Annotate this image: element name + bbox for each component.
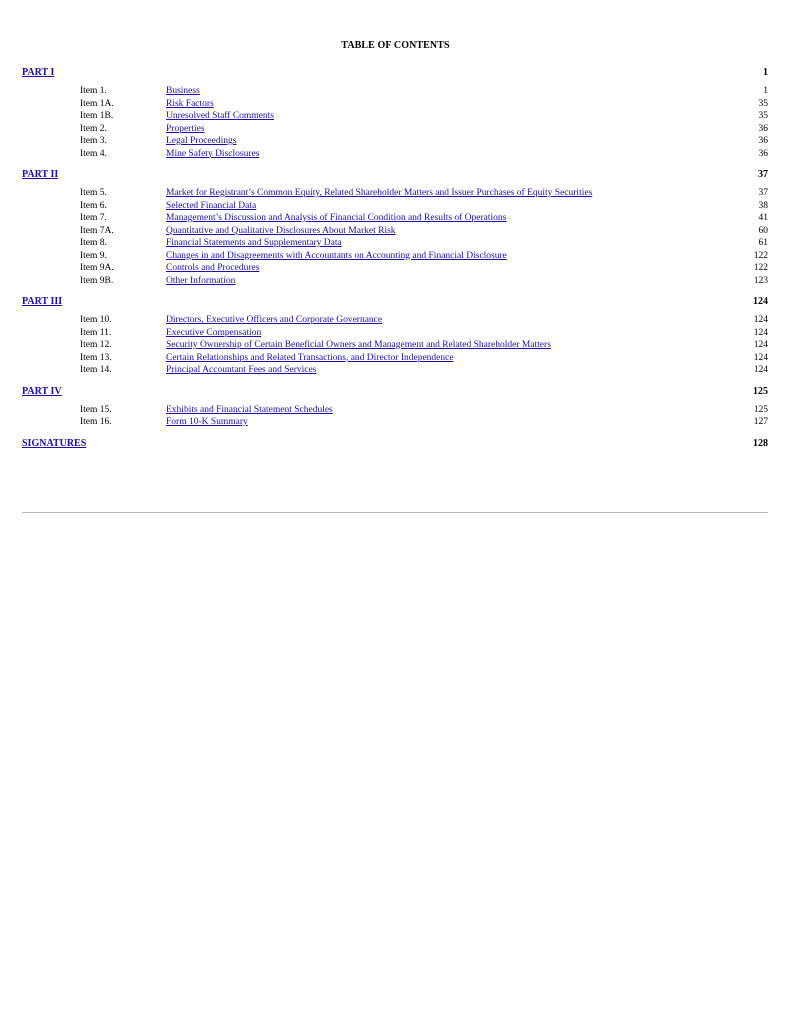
item-page-number: 122	[753, 250, 768, 261]
item-number: Item 2.	[80, 123, 107, 134]
item-title-link[interactable]: Directors, Executive Officers and Corporate Governance	[166, 315, 383, 325]
signatures-row	[22, 435, 768, 452]
item-page-number: 1	[763, 86, 768, 96]
item-title-link[interactable]: Form 10-K Summary	[166, 417, 248, 427]
item-page-number: 124	[753, 315, 768, 325]
item-number: Item 8.	[80, 238, 107, 248]
item-number: Item 16.	[80, 417, 112, 427]
toc-item-row	[22, 364, 768, 377]
item-number: Item 15.	[80, 404, 112, 415]
item-page-number: 124	[753, 365, 768, 375]
part-link[interactable]: PART III	[22, 296, 63, 307]
toc-item-row	[22, 314, 768, 327]
item-title-link[interactable]: Executive Compensation	[166, 327, 262, 338]
item-title-link[interactable]: Risk Factors	[166, 98, 214, 109]
toc-item-row	[22, 404, 768, 417]
item-page-number: 124	[753, 340, 768, 350]
item-number: Item 10.	[80, 315, 112, 325]
toc-item-row	[22, 98, 768, 111]
part-page-number: 1	[763, 67, 768, 78]
item-title-link[interactable]: Financial Statements and Supplementary Data	[166, 238, 342, 248]
item-page-number: 35	[758, 111, 768, 121]
toc-item-row	[22, 85, 768, 98]
item-page-number: 124	[753, 352, 768, 363]
item-title-link[interactable]: Mine Safety Disclosures	[166, 148, 260, 159]
toc-item-row	[22, 352, 768, 365]
toc-item-row	[22, 327, 768, 340]
toc-item-row	[22, 237, 768, 250]
page-divider	[22, 512, 768, 513]
part-page-number: 124	[753, 296, 768, 307]
part-heading-row	[22, 64, 768, 81]
item-title-link[interactable]: Market for Registrant’s Common Equity, Related Shareholder Matters and Issuer Purchases of Equity Securities	[166, 188, 593, 198]
part-items-list	[22, 310, 768, 383]
item-number: Item 5.	[80, 188, 107, 198]
part-link[interactable]: PART II	[22, 169, 59, 180]
item-title-link[interactable]: Management’s Discussion and Analysis of Financial Condition and Results of Operations	[166, 213, 507, 223]
item-page-number: 127	[753, 417, 768, 427]
item-title-link[interactable]: Selected Financial Data	[166, 200, 257, 211]
toc-item-row	[22, 225, 768, 238]
item-number: Item 1.	[80, 86, 107, 96]
item-title-link[interactable]: Other Information	[166, 275, 236, 286]
item-number: Item 9B.	[80, 275, 114, 286]
item-number: Item 12.	[80, 340, 112, 350]
toc-item-row	[22, 187, 768, 200]
part-heading-row	[22, 293, 768, 310]
item-title-link[interactable]: Certain Relationships and Related Transactions, and Director Independence	[166, 352, 454, 363]
toc-item-row	[22, 416, 768, 429]
item-title-link[interactable]: Changes in and Disagreements with Accountants on Accounting and Financial Disclosure	[166, 250, 507, 261]
item-number: Item 11.	[80, 327, 112, 338]
item-page-number: 61	[758, 238, 768, 248]
part-items-list	[22, 400, 768, 435]
item-title-link[interactable]: Quantitative and Qualitative Disclosures About Market Risk	[166, 225, 396, 236]
toc-item-row	[22, 275, 768, 288]
item-number: Item 7.	[80, 213, 107, 223]
part-items-list	[22, 81, 768, 166]
item-page-number: 36	[758, 148, 768, 159]
toc-item-row	[22, 262, 768, 275]
item-title-link[interactable]: Business	[166, 86, 200, 96]
part-heading-row	[22, 166, 768, 183]
item-title-link[interactable]: Exhibits and Financial Statement Schedules	[166, 404, 333, 415]
signatures-page-number: 128	[753, 437, 768, 449]
toc-item-row	[22, 123, 768, 136]
item-page-number: 35	[758, 98, 768, 109]
signatures-link[interactable]: SIGNATURES	[22, 437, 87, 449]
part-link[interactable]: PART IV	[22, 385, 62, 397]
item-page-number: 36	[758, 136, 768, 146]
item-page-number: 36	[758, 123, 768, 134]
item-number: Item 4.	[80, 148, 107, 159]
item-title-link[interactable]: Security Ownership of Certain Beneficial Owners and Management and Related Shareholder Matters	[166, 340, 551, 350]
item-title-link[interactable]: Controls and Procedures	[166, 263, 260, 273]
toc-item-row	[22, 212, 768, 225]
item-page-number: 60	[758, 225, 768, 236]
part-items-list	[22, 183, 768, 293]
item-number: Item 1B.	[80, 111, 114, 121]
item-page-number: 38	[758, 200, 768, 211]
item-number: Item 3.	[80, 136, 107, 146]
item-page-number: 41	[758, 213, 768, 223]
item-page-number: 125	[753, 404, 768, 415]
toc-item-row	[22, 135, 768, 148]
item-number: Item 6.	[80, 200, 107, 211]
toc-item-row	[22, 250, 768, 263]
part-page-number: 125	[753, 385, 768, 397]
item-title-link[interactable]: Principal Accountant Fees and Services	[166, 365, 317, 375]
toc-item-row	[22, 110, 768, 123]
item-page-number: 123	[753, 275, 768, 286]
part-link[interactable]: PART I	[22, 67, 55, 78]
item-page-number: 122	[753, 263, 768, 273]
toc-title: TABLE OF CONTENTS	[341, 40, 450, 51]
item-title-link[interactable]: Properties	[166, 123, 205, 134]
item-page-number: 124	[753, 327, 768, 338]
part-heading-row	[22, 383, 768, 400]
toc-item-row	[22, 200, 768, 213]
item-number: Item 7A.	[80, 225, 114, 236]
item-number: Item 9A.	[80, 263, 114, 273]
item-page-number: 37	[758, 188, 768, 198]
toc-item-row	[22, 339, 768, 352]
toc-item-row	[22, 148, 768, 161]
table-of-contents	[22, 64, 768, 452]
item-number: Item 14.	[80, 365, 112, 375]
item-number: Item 13.	[80, 352, 112, 363]
item-title-link[interactable]: Legal Proceedings	[166, 136, 237, 146]
part-page-number: 37	[758, 169, 768, 180]
item-number: Item 1A.	[80, 98, 114, 109]
item-title-link[interactable]: Unresolved Staff Comments	[166, 111, 275, 121]
item-number: Item 9.	[80, 250, 107, 261]
